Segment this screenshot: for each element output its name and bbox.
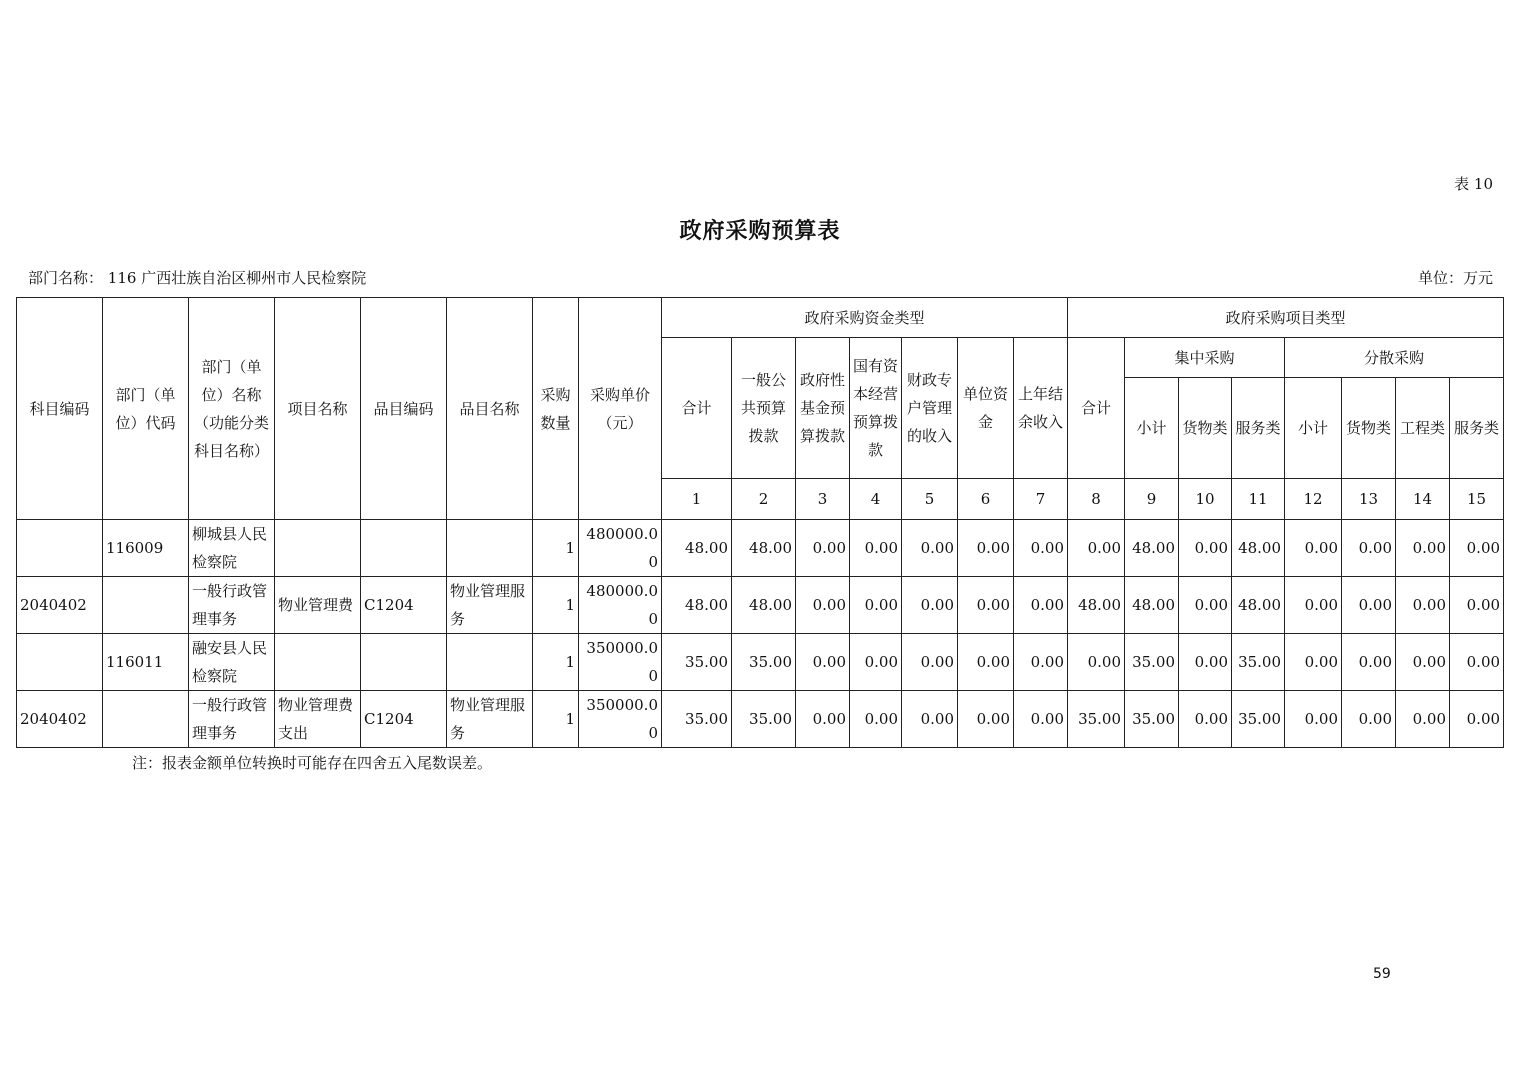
column-number: 3 bbox=[796, 479, 850, 520]
value-cell-col-2: 48.00 bbox=[732, 577, 796, 634]
header-scattered-procurement: 分散采购 bbox=[1285, 338, 1504, 378]
dept-name-cell: 一般行政管理事务 bbox=[189, 691, 275, 748]
procurement-budget-table bbox=[16, 297, 1504, 748]
value-cell-col-14: 0.00 bbox=[1396, 520, 1450, 577]
table-row bbox=[17, 691, 1504, 748]
header-subject-code: 科目编码 bbox=[17, 298, 103, 520]
item-name-cell bbox=[447, 634, 533, 691]
value-cell-col-8: 48.00 bbox=[1068, 577, 1125, 634]
value-cell-col-6: 0.00 bbox=[958, 691, 1014, 748]
value-cell-col-9: 48.00 bbox=[1125, 520, 1179, 577]
value-cell-col-5: 0.00 bbox=[902, 577, 958, 634]
table-row bbox=[17, 520, 1504, 577]
value-cell-col-10: 0.00 bbox=[1179, 520, 1232, 577]
value-cell-col-7: 0.00 bbox=[1014, 520, 1068, 577]
header-fund-total: 合计 bbox=[662, 338, 732, 479]
value-cell-col-8: 35.00 bbox=[1068, 691, 1125, 748]
dept-name-cell: 柳城县人民检察院 bbox=[189, 520, 275, 577]
header-scattered-goods: 货物类 bbox=[1342, 378, 1396, 479]
project-name-cell: 物业管理费支出 bbox=[275, 691, 361, 748]
value-cell-col-3: 0.00 bbox=[796, 520, 850, 577]
value-cell-col-9: 35.00 bbox=[1125, 634, 1179, 691]
value-cell-col-2: 35.00 bbox=[732, 691, 796, 748]
header-scattered-works: 工程类 bbox=[1396, 378, 1450, 479]
header-project-name: 项目名称 bbox=[275, 298, 361, 520]
value-cell-col-9: 48.00 bbox=[1125, 577, 1179, 634]
item-code-cell bbox=[361, 634, 447, 691]
dept-code-cell: 116009 bbox=[103, 520, 189, 577]
value-cell-col-15: 0.00 bbox=[1450, 634, 1504, 691]
quantity-cell: 1 bbox=[533, 520, 579, 577]
header-central-subtotal: 小计 bbox=[1125, 378, 1179, 479]
value-cell-col-4: 0.00 bbox=[850, 691, 902, 748]
header-item-name: 品目名称 bbox=[447, 298, 533, 520]
subject-code-cell bbox=[17, 634, 103, 691]
footnote: 注：报表金额单位转换时可能存在四舍五入尾数误差。 bbox=[132, 754, 493, 772]
value-cell-col-11: 48.00 bbox=[1232, 520, 1285, 577]
value-cell-col-4: 0.00 bbox=[850, 577, 902, 634]
column-number: 12 bbox=[1285, 479, 1342, 520]
table-row bbox=[17, 577, 1504, 634]
value-cell-col-12: 0.00 bbox=[1285, 520, 1342, 577]
value-cell-col-12: 0.00 bbox=[1285, 634, 1342, 691]
value-cell-col-10: 0.00 bbox=[1179, 691, 1232, 748]
value-cell-col-15: 0.00 bbox=[1450, 577, 1504, 634]
header-central-procurement: 集中采购 bbox=[1125, 338, 1285, 378]
column-number: 5 bbox=[902, 479, 958, 520]
value-cell-col-14: 0.00 bbox=[1396, 577, 1450, 634]
column-number: 7 bbox=[1014, 479, 1068, 520]
value-cell-col-7: 0.00 bbox=[1014, 691, 1068, 748]
project-name-cell bbox=[275, 634, 361, 691]
header-scattered-service: 服务类 bbox=[1450, 378, 1504, 479]
header-dept-code: 部门（单位）代码 bbox=[103, 298, 189, 520]
value-cell-col-10: 0.00 bbox=[1179, 577, 1232, 634]
item-name-cell: 物业管理服务 bbox=[447, 577, 533, 634]
item-name-cell bbox=[447, 520, 533, 577]
value-cell-col-11: 35.00 bbox=[1232, 691, 1285, 748]
value-cell-col-1: 35.00 bbox=[662, 691, 732, 748]
value-cell-col-10: 0.00 bbox=[1179, 634, 1232, 691]
value-cell-col-8: 0.00 bbox=[1068, 520, 1125, 577]
value-cell-col-2: 35.00 bbox=[732, 634, 796, 691]
value-cell-col-12: 0.00 bbox=[1285, 691, 1342, 748]
column-number: 11 bbox=[1232, 479, 1285, 520]
value-cell-col-6: 0.00 bbox=[958, 577, 1014, 634]
value-cell-col-7: 0.00 bbox=[1014, 634, 1068, 691]
project-name-cell: 物业管理费 bbox=[275, 577, 361, 634]
value-cell-col-9: 35.00 bbox=[1125, 691, 1179, 748]
value-cell-col-15: 0.00 bbox=[1450, 520, 1504, 577]
unit-label: 单位：万元 bbox=[1417, 269, 1493, 287]
quantity-cell: 1 bbox=[533, 634, 579, 691]
value-cell-col-11: 35.00 bbox=[1232, 634, 1285, 691]
column-number: 6 bbox=[958, 479, 1014, 520]
value-cell-col-1: 35.00 bbox=[662, 634, 732, 691]
value-cell-col-5: 0.00 bbox=[902, 520, 958, 577]
project-name-cell bbox=[275, 520, 361, 577]
value-cell-col-5: 0.00 bbox=[902, 634, 958, 691]
value-cell-col-3: 0.00 bbox=[796, 691, 850, 748]
value-cell-col-4: 0.00 bbox=[850, 520, 902, 577]
value-cell-col-13: 0.00 bbox=[1342, 634, 1396, 691]
header-fund-special-account: 财政专户管理的收入 bbox=[902, 338, 958, 479]
value-cell-col-5: 0.00 bbox=[902, 691, 958, 748]
header-unit-price: 采购单价（元） bbox=[579, 298, 662, 520]
header-fund-state-capital: 国有资本经营预算拨款 bbox=[850, 338, 902, 479]
value-cell-col-6: 0.00 bbox=[958, 634, 1014, 691]
item-code-cell: C1204 bbox=[361, 691, 447, 748]
column-number: 13 bbox=[1342, 479, 1396, 520]
value-cell-col-15: 0.00 bbox=[1450, 691, 1504, 748]
value-cell-col-11: 48.00 bbox=[1232, 577, 1285, 634]
value-cell-col-3: 0.00 bbox=[796, 577, 850, 634]
table-row bbox=[17, 634, 1504, 691]
column-number: 4 bbox=[850, 479, 902, 520]
subject-code-cell: 2040402 bbox=[17, 577, 103, 634]
header-project-type-group: 政府采购项目类型 bbox=[1068, 298, 1504, 338]
item-name-cell: 物业管理服务 bbox=[447, 691, 533, 748]
value-cell-col-14: 0.00 bbox=[1396, 634, 1450, 691]
dept-name-cell: 融安县人民检察院 bbox=[189, 634, 275, 691]
column-number: 2 bbox=[732, 479, 796, 520]
header-central-service: 服务类 bbox=[1232, 378, 1285, 479]
value-cell-col-7: 0.00 bbox=[1014, 577, 1068, 634]
value-cell-col-6: 0.00 bbox=[958, 520, 1014, 577]
header-fund-carryover: 上年结余收入 bbox=[1014, 338, 1068, 479]
unit-price-cell: 480000.00 bbox=[579, 577, 662, 634]
table-number: 表 10 bbox=[1454, 175, 1493, 193]
dept-code-cell: 116011 bbox=[103, 634, 189, 691]
item-code-cell: C1204 bbox=[361, 577, 447, 634]
header-fund-unit: 单位资金 bbox=[958, 338, 1014, 479]
header-central-goods: 货物类 bbox=[1179, 378, 1232, 479]
quantity-cell: 1 bbox=[533, 691, 579, 748]
department-value: 116 广西壮族自治区柳州市人民检察院 bbox=[107, 269, 367, 287]
value-cell-col-14: 0.00 bbox=[1396, 691, 1450, 748]
column-number: 14 bbox=[1396, 479, 1450, 520]
column-number: 9 bbox=[1125, 479, 1179, 520]
value-cell-col-13: 0.00 bbox=[1342, 520, 1396, 577]
unit-price-cell: 350000.00 bbox=[579, 634, 662, 691]
value-cell-col-2: 48.00 bbox=[732, 520, 796, 577]
column-number: 15 bbox=[1450, 479, 1504, 520]
subject-code-cell bbox=[17, 520, 103, 577]
department-label: 部门名称： bbox=[28, 269, 104, 287]
item-code-cell bbox=[361, 520, 447, 577]
value-cell-col-13: 0.00 bbox=[1342, 577, 1396, 634]
header-fund-type-group: 政府采购资金类型 bbox=[662, 298, 1068, 338]
document-title: 政府采购预算表 bbox=[679, 218, 841, 244]
column-number: 10 bbox=[1179, 479, 1232, 520]
column-number: 1 bbox=[662, 479, 732, 520]
header-project-total: 合计 bbox=[1068, 338, 1125, 479]
quantity-cell: 1 bbox=[533, 577, 579, 634]
value-cell-col-12: 0.00 bbox=[1285, 577, 1342, 634]
header-dept-name: 部门（单位）名称（功能分类科目名称） bbox=[189, 298, 275, 520]
table-body bbox=[17, 520, 1504, 748]
dept-name-cell: 一般行政管理事务 bbox=[189, 577, 275, 634]
subject-code-cell: 2040402 bbox=[17, 691, 103, 748]
column-number: 8 bbox=[1068, 479, 1125, 520]
header-quantity: 采购数量 bbox=[533, 298, 579, 520]
value-cell-col-13: 0.00 bbox=[1342, 691, 1396, 748]
department-line bbox=[28, 267, 366, 288]
header-scattered-subtotal: 小计 bbox=[1285, 378, 1342, 479]
dept-code-cell bbox=[103, 691, 189, 748]
table-header bbox=[17, 298, 1504, 520]
page-number: 59 bbox=[1373, 966, 1391, 982]
unit-price-cell: 350000.00 bbox=[579, 691, 662, 748]
value-cell-col-4: 0.00 bbox=[850, 634, 902, 691]
header-fund-gov-fund: 政府性基金预算拨款 bbox=[796, 338, 850, 479]
dept-code-cell bbox=[103, 577, 189, 634]
header-item-code: 品目编码 bbox=[361, 298, 447, 520]
value-cell-col-8: 0.00 bbox=[1068, 634, 1125, 691]
value-cell-col-1: 48.00 bbox=[662, 520, 732, 577]
value-cell-col-1: 48.00 bbox=[662, 577, 732, 634]
unit-price-cell: 480000.00 bbox=[579, 520, 662, 577]
header-fund-general-budget: 一般公共预算拨款 bbox=[732, 338, 796, 479]
value-cell-col-3: 0.00 bbox=[796, 634, 850, 691]
